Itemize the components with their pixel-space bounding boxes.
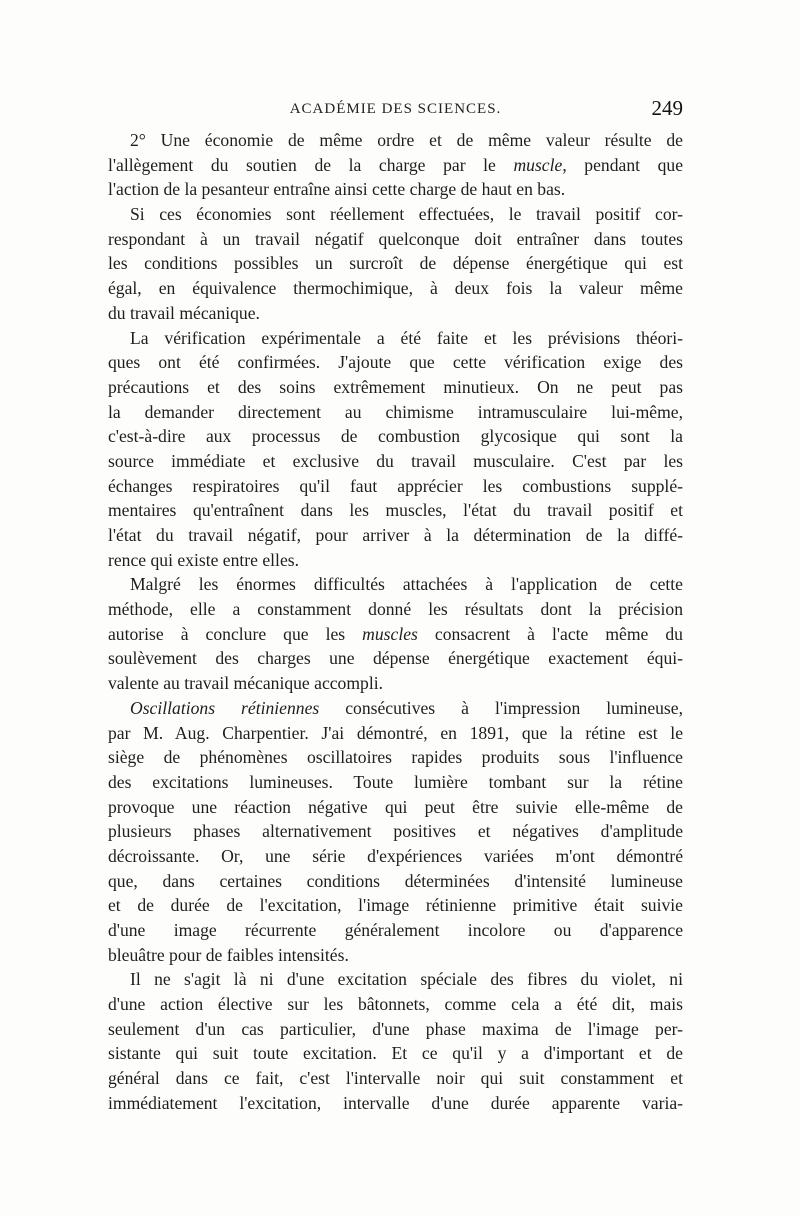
text-run: Si ces économies sont réellement effectuées, le travail positif cor- xyxy=(130,204,683,225)
text-run: consécutives à l'impression lumineuse, xyxy=(319,697,683,718)
text-run: provoque une réaction négative qui peut être suivie elle-même de xyxy=(108,796,683,817)
running-head xyxy=(108,96,683,126)
text-line xyxy=(108,770,683,795)
text-line xyxy=(108,1066,683,1091)
text-line xyxy=(108,622,683,647)
text-line xyxy=(108,721,683,746)
text-line xyxy=(108,992,683,1017)
text-run: décroissante. Or, une série d'expériences variées m'ont démontré xyxy=(108,845,683,866)
paragraph xyxy=(108,696,683,968)
text-run: que, dans certaines conditions déterminées d'intensité lumineuse xyxy=(108,870,683,891)
italic-term: muscle xyxy=(513,154,563,175)
text-line xyxy=(108,449,683,474)
body-text xyxy=(108,128,683,1116)
text-line xyxy=(108,967,683,992)
text-run: échanges respiratoires qu'il faut apprécier les combustions supplé- xyxy=(108,475,683,496)
paragraph xyxy=(108,967,683,1115)
text-run: mentaires qu'entraînent dans les muscles, l'état du travail positif et xyxy=(108,500,683,521)
text-run: siège de phénomènes oscillatoires rapides produits sous l'influence xyxy=(108,747,683,768)
italic-term: Oscillations rétiniennes xyxy=(130,697,320,718)
text-run: l'action de la pesanteur entraîne ainsi cette charge de haut en bas. xyxy=(108,179,566,200)
text-run: valente au travail mécanique accompli. xyxy=(108,673,384,694)
text-line xyxy=(108,1017,683,1042)
text-line xyxy=(108,745,683,770)
page-number: 249 xyxy=(651,96,683,120)
text-run: égal, en équivalence thermochimique, à deux fois la valeur même xyxy=(108,278,683,299)
text-line xyxy=(108,572,683,597)
text-line xyxy=(108,128,683,153)
text-line xyxy=(108,424,683,449)
text-run: source immédiate et exclusive du travail musculaire. C'est par les xyxy=(108,450,683,471)
text-line xyxy=(108,251,683,276)
text-line xyxy=(108,375,683,400)
text-run: d'une action élective sur les bâtonnets, comme cela a été dit, mais xyxy=(108,994,683,1015)
text-line xyxy=(108,597,683,622)
text-line xyxy=(108,671,683,696)
journal-title: ACADÉMIE DES SCIENCES. xyxy=(289,101,502,117)
text-run: autorise à conclure que les xyxy=(108,623,363,644)
text-line xyxy=(108,795,683,820)
text-run: général dans ce fait, c'est l'intervalle noir qui suit constamment et xyxy=(108,1068,683,1089)
text-run: Malgré les énormes difficultés attachées à l'application de cette xyxy=(130,574,683,595)
text-line xyxy=(108,548,683,573)
text-line xyxy=(108,918,683,943)
text-line xyxy=(108,1091,683,1116)
text-run: Il ne s'agit là ni d'une excitation spéciale des fibres du violet, ni xyxy=(130,969,683,990)
text-run: plusieurs phases alternativement positives et négatives d'amplitude xyxy=(108,821,683,842)
text-line xyxy=(108,301,683,326)
text-run: soulèvement des charges une dépense énergétique exactement équi- xyxy=(108,648,683,669)
text-line xyxy=(108,326,683,351)
text-run: les conditions possibles un surcroît de dépense énergétique qui est xyxy=(108,253,683,274)
text-run: par M. Aug. Charpentier. J'ai démontré, en 1891, que la rétine est le xyxy=(108,722,683,743)
text-line xyxy=(108,893,683,918)
text-run: ques ont été confirmées. J'ajoute que cette vérification exige des xyxy=(108,352,683,373)
text-line xyxy=(108,844,683,869)
text-line xyxy=(108,227,683,252)
text-run: l'allègement du soutien de la charge par le xyxy=(108,154,514,175)
text-run: rence qui existe entre elles. xyxy=(108,549,299,570)
text-line xyxy=(108,943,683,968)
text-run: d'une image récurrente généralement incolore ou d'apparence xyxy=(108,920,683,940)
text-run: du travail mécanique. xyxy=(108,302,260,323)
text-run: consacrent à l'acte même du xyxy=(417,623,683,644)
text-line xyxy=(108,153,683,178)
text-run: seulement d'un cas particulier, d'une phase maxima de l'image per- xyxy=(108,1018,683,1039)
paragraph xyxy=(108,202,683,325)
text-line xyxy=(108,819,683,844)
text-run: des excitations lumineuses. Toute lumière tombant sur la rétine xyxy=(108,771,683,792)
text-run: et de durée de l'excitation, l'image rétinienne primitive était suivie xyxy=(108,895,683,916)
text-run: immédiatement l'excitation, intervalle d'une durée apparente varia- xyxy=(108,1092,683,1113)
text-run: La vérification expérimentale a été faite et les prévisions théori- xyxy=(130,327,683,348)
text-run: 2° Une économie de même ordre et de même valeur résulte de xyxy=(130,130,683,150)
text-line xyxy=(108,1041,683,1066)
text-line xyxy=(108,177,683,202)
text-line xyxy=(108,350,683,375)
text-run: , pendant que xyxy=(562,154,683,175)
text-line xyxy=(108,202,683,227)
text-line xyxy=(108,474,683,499)
text-line xyxy=(108,276,683,301)
text-line xyxy=(108,523,683,548)
text-run: sistante qui suit toute excitation. Et ce qu'il y a d'important et de xyxy=(108,1043,683,1064)
text-run: méthode, elle a constamment donné les résultats dont la précision xyxy=(108,599,683,620)
italic-term: muscles xyxy=(362,623,418,644)
text-run: bleuâtre pour de faibles intensités. xyxy=(108,944,349,965)
paragraph xyxy=(108,326,683,573)
paragraph xyxy=(108,572,683,695)
text-line xyxy=(108,869,683,894)
text-line xyxy=(108,646,683,671)
text-line xyxy=(108,400,683,425)
text-line xyxy=(108,498,683,523)
paragraph xyxy=(108,128,683,202)
text-run: l'état du travail négatif, pour arriver à la détermination de la diffé- xyxy=(108,525,683,545)
text-run: c'est-à-dire aux processus de combustion glycosique qui sont la xyxy=(108,426,683,447)
text-run: respondant à un travail négatif quelconque doit entraîner dans toutes xyxy=(108,228,683,249)
text-run: la demander directement au chimisme intramusculaire lui-même, xyxy=(108,401,683,422)
text-line xyxy=(108,696,683,721)
text-run: précautions et des soins extrêmement minutieux. On ne peut pas xyxy=(108,376,683,397)
